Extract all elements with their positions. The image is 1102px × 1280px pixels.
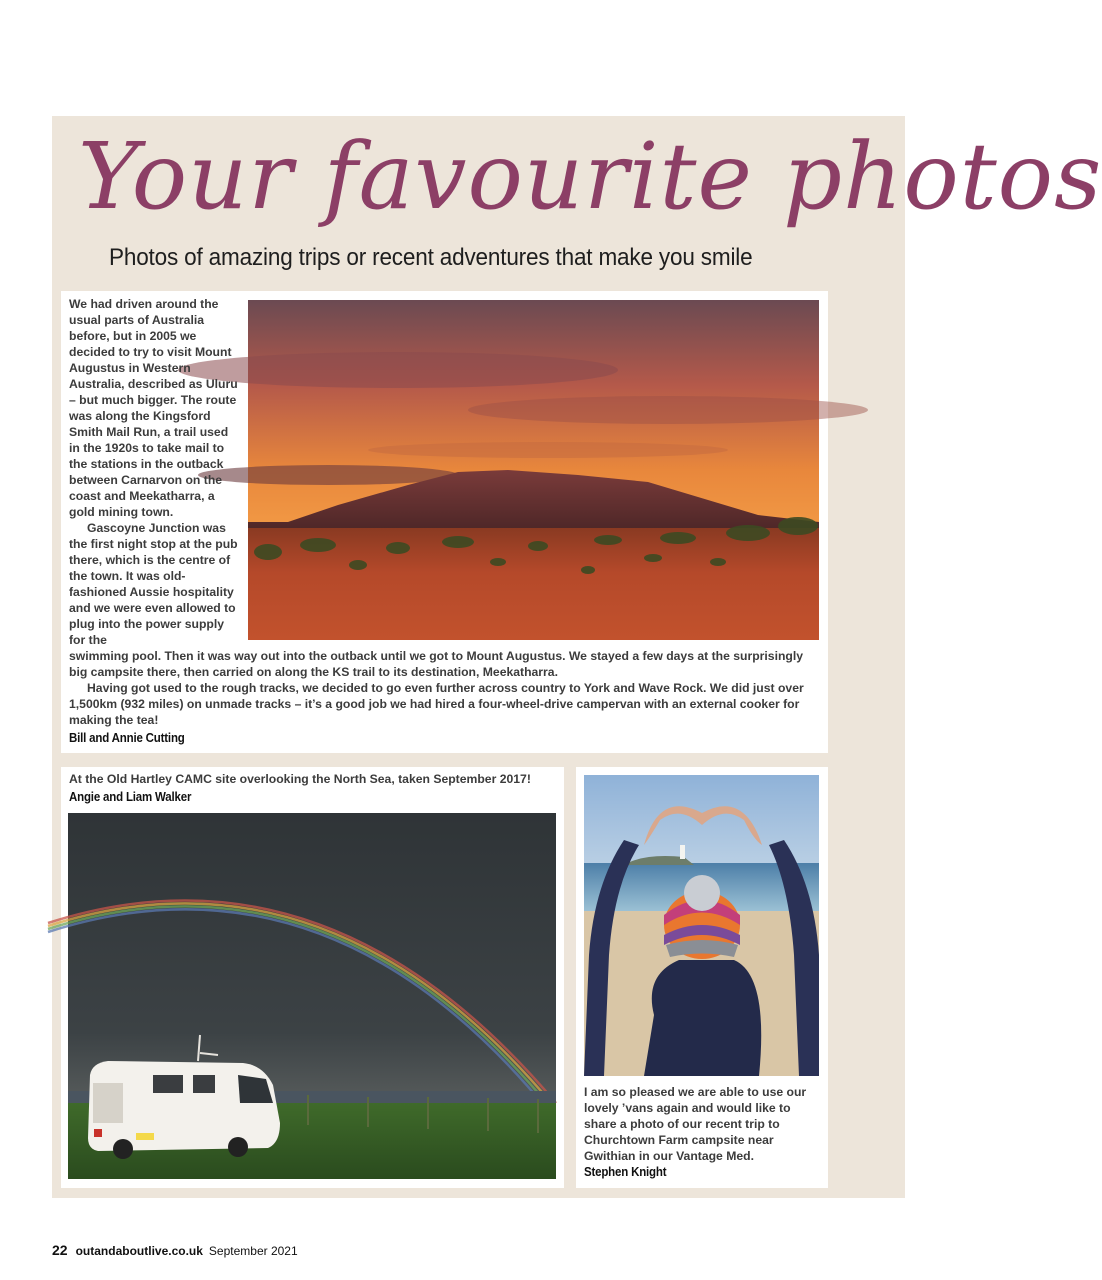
photo-caption: I am so pleased we are able to use our lovely ’vans again and would like to share a photo of our recent trip to Churchtown Farm campsite near Gwithian in our Vantage Med. [584, 1085, 807, 1163]
photo-caption: At the Old Hartley CAMC site overlooking the North Sea, taken September 2017! [69, 772, 531, 786]
story-paragraph: Having got used to the rough tracks, we decided to go even further across country to York and Wave Rock. We did just over 1,500km (932 miles) on unmade tracks – it’s a good job we had hired a four-wheel-drive campervan with an external cooker for making the tea! [69, 681, 804, 727]
story-paragraph: swimming pool. Then it was way out into the outback until we got to Mount Augustus. We stayed a few days at the surprisingly big campsite there, then carried on along the KS trail to its destination, Meekatharra. [69, 649, 804, 679]
motorhome-rainbow-photo [68, 813, 556, 1179]
mount-augustus-photo [248, 300, 819, 640]
website-link[interactable]: outandaboutlive.co.uk [75, 1244, 203, 1258]
page-title: Your favourite photos [78, 123, 1102, 230]
photo-credit: Bill and Annie Cutting [69, 731, 185, 745]
issue-date: September 2021 [208, 1244, 298, 1258]
page-subtitle: Photos of amazing trips or recent adventures that make you smile [109, 244, 753, 271]
page-footer [52, 1242, 298, 1260]
heart-hands-beach-photo [584, 775, 819, 1076]
story-paragraph: Gascoyne Junction was the first night stop at the pub there, which is the centre of the town. It was old-fashioned Aussie hospitality and we were even allowed to plug into the power supply for the [69, 521, 238, 647]
story-paragraph: We had driven around the usual parts of Australia before, but in 2005 we decided to try to visit Mount Augustus in Western Australia, described as Uluru – but much bigger. The route was along the Kingsford Smith Mail Run, a trail used in the 1920s to take mail to the stations in the outback between Carnarvon on the coast and Meekatharra, a gold mining town. [69, 297, 238, 519]
story-text-column [69, 296, 241, 648]
caption-block [69, 771, 559, 804]
page-number: 22 [52, 1242, 68, 1258]
caption-block [584, 1084, 824, 1179]
story-text-full-width [69, 648, 821, 746]
photo-credit: Angie and Liam Walker [69, 790, 192, 804]
photo-credit: Stephen Knight [584, 1165, 667, 1179]
